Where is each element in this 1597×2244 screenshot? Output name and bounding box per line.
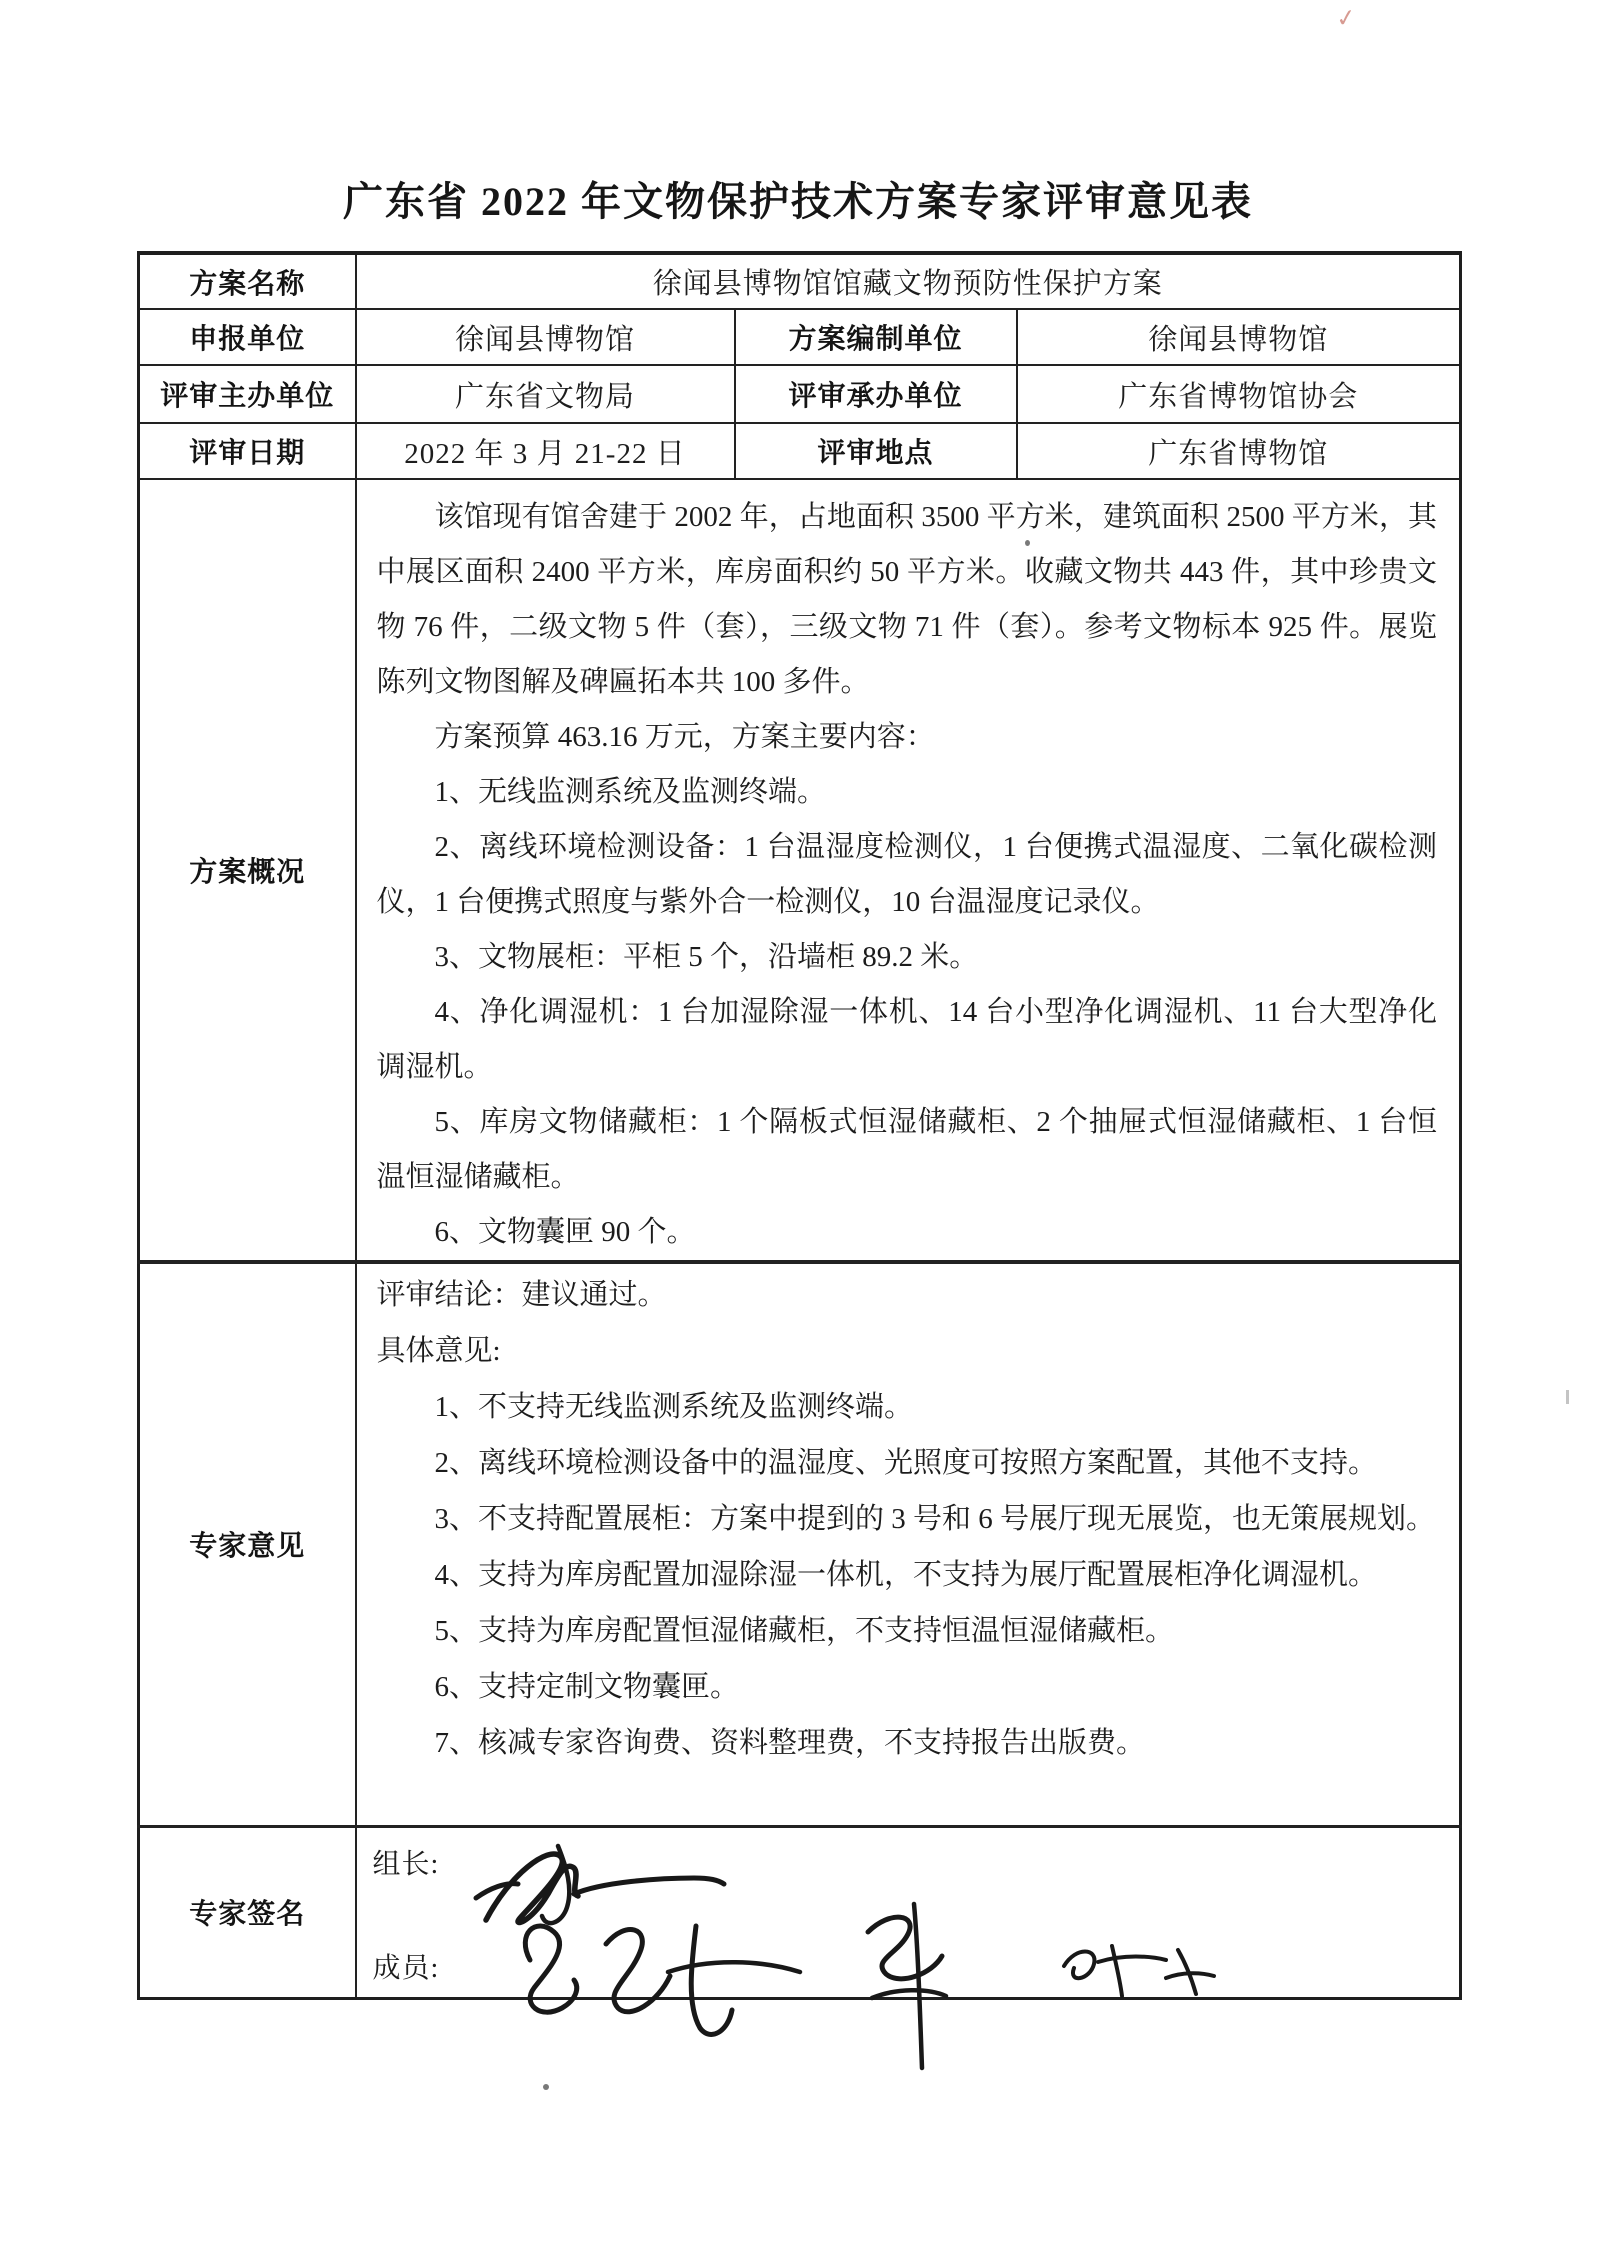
overview-paragraph: 2、离线环境检测设备：1 台温湿度检测仪，1 台便携式温湿度、二氧化碳检测仪，1 台便携式照度与紫外合一检测仪，10 台温湿度记录仪。 <box>376 831 1438 918</box>
signatures-label: 专家签名 <box>139 1826 356 1998</box>
opinion-line: 具体意见: <box>376 1335 501 1367</box>
overview-label: 方案概况 <box>139 479 356 1262</box>
opinion-line: 7、核减专家咨询费、资料整理费，不支持报告出版费。 <box>434 1727 1146 1759</box>
opinions-label: 专家意见 <box>139 1262 356 1826</box>
scan-checkmark: ✓ <box>1334 2 1358 34</box>
overview-paragraph: 6、文物囊匣 90 个。 <box>434 1216 696 1248</box>
venue-label: 评审地点 <box>735 423 1017 479</box>
signatures-area <box>356 1826 1461 1998</box>
undertaker-value: 广东省博物馆协会 <box>1017 365 1461 423</box>
opinion-line: 3、不支持配置展柜：方案中提到的 3 号和 6 号展厅现无展览，也无策展规划。 <box>434 1503 1436 1535</box>
overview-content <box>356 479 1461 1262</box>
overview-paragraph: 3、文物展柜：平柜 5 个，沿墙柜 89.2 米。 <box>434 941 979 973</box>
row-overview <box>139 479 1461 1262</box>
undertaker-label: 评审承办单位 <box>735 365 1017 423</box>
page-title: 广东省 2022 年文物保护技术方案专家评审意见表 <box>343 179 1253 224</box>
opinion-line: 4、支持为库房配置加湿除湿一体机，不支持为展厅配置展柜净化调湿机。 <box>434 1559 1378 1591</box>
overview-paragraph: 1、无线监测系统及监测终端。 <box>434 776 827 808</box>
applicant-value: 徐闻县博物馆 <box>356 309 735 365</box>
row-date-venue <box>139 423 1461 479</box>
overview-paragraph: 该馆现有馆舍建于 2002 年，占地面积 3500 平方米，建筑面积 2500 平方米，其中展区面积 2400 平方米，库房面积约 50 平方米。收藏文物共 443 件，其中珍贵文物 76 件，二级文物 5 件（套），三级文物 71 件（套）。参考文物标本 925 件。展览陈列文物图解及碑匾拓本共 100 多件。 <box>376 501 1438 698</box>
review-form-table <box>137 251 1462 2000</box>
row-organizer <box>139 365 1461 423</box>
compiler-label: 方案编制单位 <box>735 309 1017 365</box>
scan-speck <box>1566 1390 1569 1404</box>
scan-dot <box>1025 540 1030 546</box>
venue-value: 广东省博物馆 <box>1017 423 1461 479</box>
opinion-line: 6、支持定制文物囊匣。 <box>434 1671 740 1703</box>
host-value: 广东省文物局 <box>356 365 735 423</box>
member-label: 成员: <box>372 1952 440 1984</box>
scan-dot <box>543 2084 549 2090</box>
overview-paragraph: 方案预算 463.16 万元，方案主要内容： <box>434 721 935 753</box>
plan-name-value: 徐闻县博物馆馆藏文物预防性保护方案 <box>356 253 1461 309</box>
host-label: 评审主办单位 <box>139 365 356 423</box>
overview-paragraph: 4、净化调湿机：1 台加湿除湿一体机、14 台小型净化调湿机、11 台大型净化调湿机。 <box>376 996 1438 1083</box>
row-opinions <box>139 1262 1461 1826</box>
applicant-label: 申报单位 <box>139 309 356 365</box>
plan-name-label: 方案名称 <box>139 253 356 309</box>
date-value: 2022 年 3 月 21-22 日 <box>356 423 735 479</box>
row-plan-name <box>139 253 1461 309</box>
opinion-line: 5、支持为库房配置恒湿储藏柜，不支持恒温恒湿储藏柜。 <box>434 1615 1175 1647</box>
compiler-value: 徐闻县博物馆 <box>1017 309 1461 365</box>
opinion-line: 评审结论：建议通过。 <box>376 1279 667 1311</box>
opinion-line: 1、不支持无线监测系统及监测终端。 <box>434 1391 914 1423</box>
row-signatures <box>139 1826 1461 1998</box>
date-label: 评审日期 <box>139 423 356 479</box>
opinions-content <box>356 1262 1461 1826</box>
opinion-line: 2、离线环境检测设备中的温湿度、光照度可按照方案配置，其他不支持。 <box>434 1447 1378 1479</box>
leader-label: 组长: <box>372 1848 440 1880</box>
row-applicant <box>139 309 1461 365</box>
overview-paragraph: 5、库房文物储藏柜：1 个隔板式恒湿储藏柜、2 个抽屉式恒湿储藏柜、1 台恒温恒湿储藏柜。 <box>376 1106 1438 1193</box>
